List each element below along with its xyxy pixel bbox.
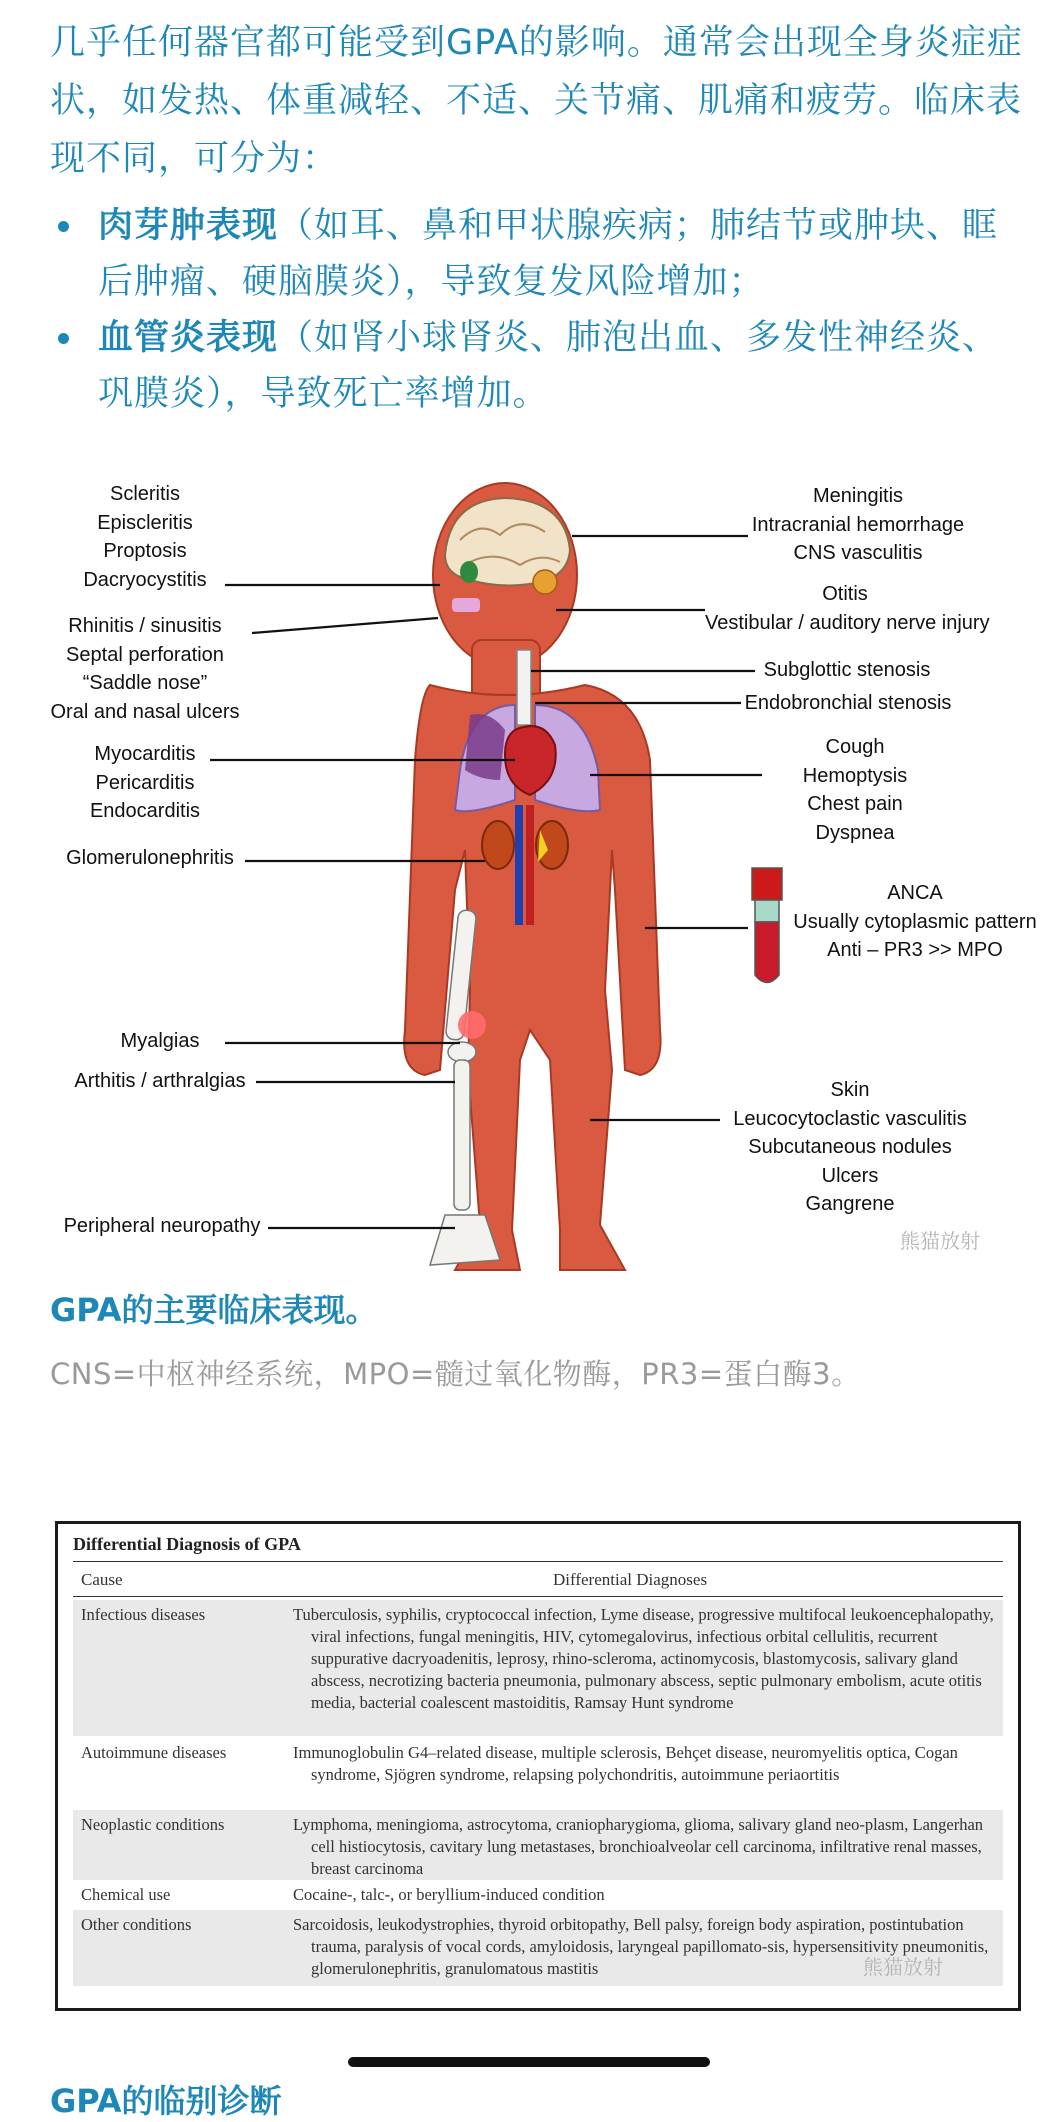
label-line: ANCA xyxy=(887,882,943,904)
anca-label xyxy=(790,879,1040,965)
table-watermark: 熊猫放射 xyxy=(863,1955,943,1979)
label-line: Gangrene xyxy=(805,1193,895,1215)
heart-manifestations-label xyxy=(70,740,220,826)
label-line: Myalgias xyxy=(120,1030,200,1052)
label-line: Dyspnea xyxy=(815,821,895,844)
label-line: Septal perforation xyxy=(66,643,224,666)
sinus-shape xyxy=(452,598,480,612)
label-line: Proptosis xyxy=(103,540,187,562)
bullet-text: （如肾小球肾炎、肺泡出血、多发性神经炎、巩膜炎），导致死亡率增加。 xyxy=(98,318,999,414)
label-line: Arthitis / arthralgias xyxy=(74,1070,246,1092)
right-kidney-shape xyxy=(482,821,514,869)
bullet-dot xyxy=(58,221,69,232)
brain-manifestations-label xyxy=(748,482,968,568)
label-line: Dacryocystitis xyxy=(83,568,207,591)
label-line: Rhinitis / sinusitis xyxy=(68,615,222,637)
bullet-text: （如耳、鼻和甲状腺疾病；肺结节或肿块、眶后肿瘤、硬脑膜炎），导致复发风险增加； xyxy=(98,206,999,302)
label-line: Leucocytoclastic vasculitis xyxy=(733,1107,967,1130)
table-row xyxy=(73,1882,1003,1908)
diagnoses-cell: Cocaine-, talc-, or beryllium-induced condition xyxy=(293,1885,605,1904)
table-row xyxy=(73,1600,1003,1736)
ear-manifestations-label xyxy=(705,580,990,637)
differential-diagnosis-table xyxy=(55,1521,1021,2011)
label-line: Oral and nasal ulcers xyxy=(50,700,240,723)
nerve-manifestations-label xyxy=(62,1212,262,1241)
endobronchial-label xyxy=(743,689,953,718)
muscle-spot xyxy=(458,1011,486,1039)
skin-manifestations-label xyxy=(725,1076,975,1219)
label-line: Endobronchial stenosis xyxy=(744,692,952,714)
label-line: Endocarditis xyxy=(89,800,201,822)
diagnoses-cell: Sarcoidosis, leukodystrophies, thyroid orbitopathy, Bell palsy, foreign body aspiration, postintubation trauma, paralysis of vocal cords, amyloidosis, laryngeal papillomato-sis, hypersensitivity pneumonitis, glomerulonephritis, granulomatous mastitis xyxy=(293,1915,989,1978)
label-line: Glomerulonephritis xyxy=(66,847,234,869)
column-header-diagnoses: Differential Diagnoses xyxy=(553,1570,708,1589)
label-line: Vestibular / auditory nerve injury xyxy=(705,611,990,634)
label-line: Hemoptysis xyxy=(802,764,908,787)
diagnoses-cell: Tuberculosis, syphilis, cryptococcal infection, Lyme disease, progressive multifocal leukoencephalopathy, viral infections, fungal meningitis, HIV, cytomegalovirus, infectious orbital cellulitis, recurrent suppurative dacryoadenitis, leprosy, rhino-scleroma, actinomycosis, blastomycosis, salivary gland abscess, necrotizing bacteria pneumonia, pulmonary abscess, septic pulmonary embolism, acute otitis media, bacterial coalescent mastoiditis, Ramsay Hunt syndrome xyxy=(293,1605,994,1712)
figure-watermark: 熊猫放射 xyxy=(900,1229,980,1253)
bullet-bold-term: 血管炎表现 xyxy=(98,318,279,358)
label-line: Scleritis xyxy=(109,483,180,505)
subglottic-label xyxy=(757,656,937,685)
cause-cell: Neoplastic conditions xyxy=(81,1815,225,1834)
aorta-shape xyxy=(526,805,534,925)
label-line: Subcutaneous nodules xyxy=(748,1136,952,1158)
diagnoses-cell: Lymphoma, meningioma, astrocytoma, craniopharygioma, glioma, salivary gland neo-plasm, Langerhan cell histiocytosis, cavitary lung metastases, bronchioalveolar cell carcinoma, infiltrative renal masses, breast carcinoma xyxy=(293,1815,984,1878)
label-line: Anti – PR3 >> MPO xyxy=(827,939,1003,961)
table-top-rule xyxy=(73,1561,1003,1562)
figure-caption-title: GPA的主要临床表现。 xyxy=(50,1291,378,1329)
cause-cell: Infectious diseases xyxy=(81,1605,206,1624)
label-line: Skin xyxy=(830,1079,870,1101)
joint-manifestations-label xyxy=(70,1067,250,1096)
lung-manifestations-label xyxy=(780,733,930,847)
bullet-dot xyxy=(58,333,69,344)
label-line: Peripheral neuropathy xyxy=(63,1215,261,1237)
label-line: Intracranial hemorrhage xyxy=(751,513,965,536)
cause-cell: Other conditions xyxy=(81,1915,192,1934)
label-line: Chest pain xyxy=(807,793,903,815)
table-header-rule xyxy=(73,1596,1003,1597)
label-line: Ulcers xyxy=(821,1164,879,1187)
label-line: Myocarditis xyxy=(94,743,196,765)
muscle-manifestations-label xyxy=(110,1027,210,1056)
figure-caption-abbreviations: CNS=中枢神经系统，MPO=髓过氧化物酶，PR3=蛋白酶3。 xyxy=(50,1357,861,1391)
column-header-cause: Cause xyxy=(81,1570,123,1589)
label-line: Usually cytoplasmic pattern xyxy=(793,910,1037,933)
list-item xyxy=(98,310,1028,422)
eye-shape xyxy=(460,561,478,583)
next-section-title: GPA的临别诊断 xyxy=(50,2082,282,2120)
list-item xyxy=(98,198,1028,310)
diagnoses-cell: Immunoglobulin G4–related disease, multiple sclerosis, Behçet disease, neuromyelitis optica, Cogan syndrome, Sjögren syndrome, relapsing polychondritis, autoimmune periaortitis xyxy=(293,1743,958,1784)
label-line: Otitis xyxy=(822,583,868,605)
trachea-shape xyxy=(517,650,531,725)
label-line: Cough xyxy=(825,736,885,758)
label-line: “Saddle nose” xyxy=(82,672,208,694)
kidney-manifestations-label xyxy=(60,844,240,873)
table-row xyxy=(73,1738,1003,1808)
home-indicator-bar[interactable] xyxy=(348,2057,710,2067)
manifestation-list xyxy=(98,198,1028,422)
eye-manifestations-label xyxy=(70,480,220,594)
label-line: Pericarditis xyxy=(95,771,195,794)
table-row xyxy=(73,1810,1003,1880)
label-line: Subglottic stenosis xyxy=(763,659,931,681)
blood-tube xyxy=(752,868,782,983)
label-line: Episcleritis xyxy=(97,511,193,534)
cause-cell: Chemical use xyxy=(81,1885,171,1904)
table-title: Differential Diagnosis of GPA xyxy=(73,1534,301,1554)
vena-cava-shape xyxy=(515,805,523,925)
nose-manifestations-label xyxy=(40,612,250,726)
label-line: Meningitis xyxy=(812,485,904,507)
label-line: CNS vasculitis xyxy=(793,542,923,564)
bullet-bold-term: 肉芽肿表现 xyxy=(98,206,279,246)
gpa-body-figure xyxy=(0,470,1057,1290)
intro-paragraph: 几乎任何器官都可能受到GPA的影响。通常会出现全身炎症症状，如发热、体重减轻、不适、关节痛、肌痛和疲劳。临床表现不同，可分为： xyxy=(50,23,1023,179)
cause-cell: Autoimmune diseases xyxy=(81,1743,227,1762)
ear-shape xyxy=(533,570,557,594)
